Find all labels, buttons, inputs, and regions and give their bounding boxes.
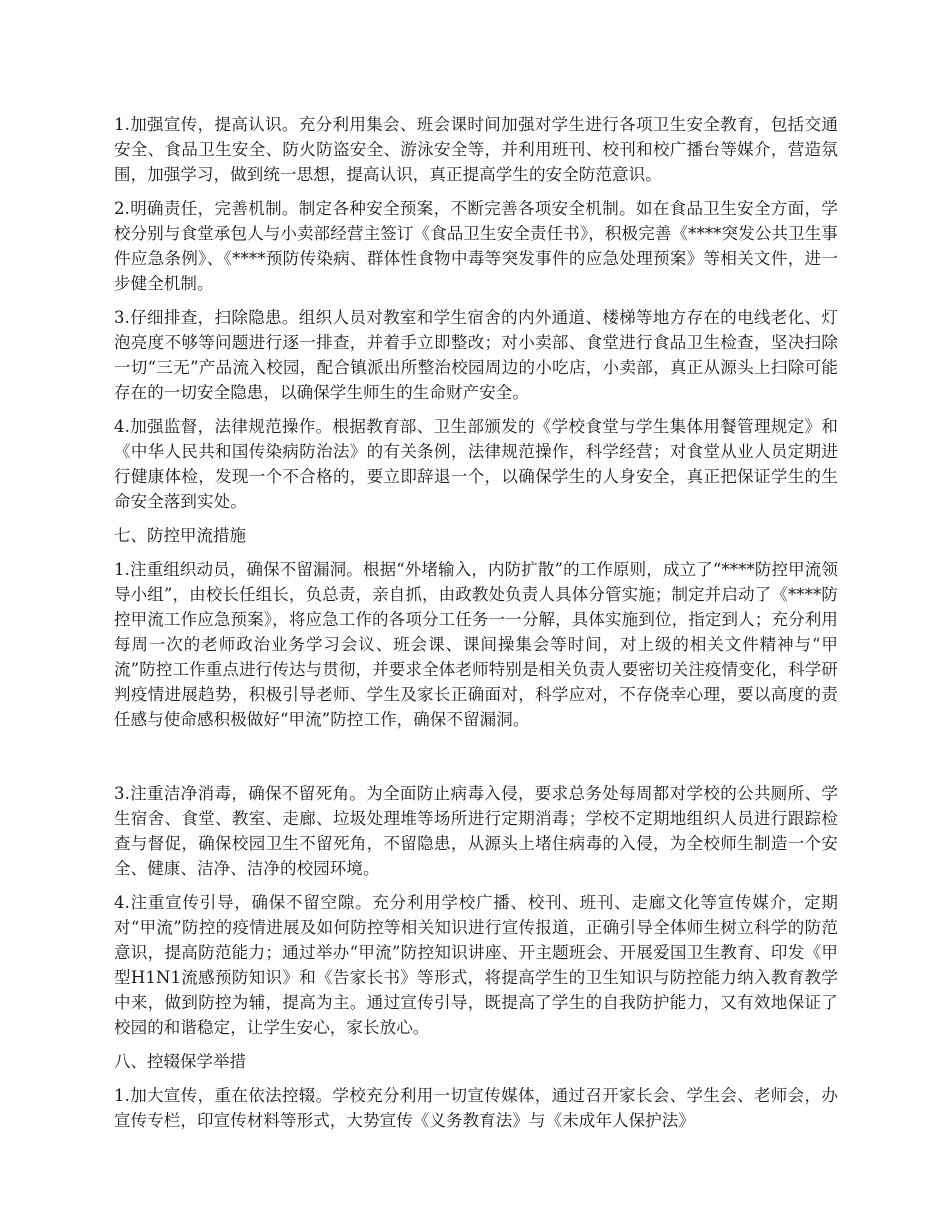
paragraph-inspection: 3.仔细排查，扫除隐患。组织人员对教室和学生宿舍的内外通道、楼梯等地方存在的电线老化、灯泡亮度不够等问题进行逐一排查，并着手立即整改；对小卖部、食堂进行食品卫生检查，坚决扫除一切“三无”产品流入校园，配合镇派出所整治校园周边的小吃店，小卖部，真正从源头上扫除可能存在的一切安全隐患，以确保学生师生的生命财产安全。 — [114, 308, 838, 402]
blank-gap — [114, 741, 838, 781]
paragraph-dropout-publicity: 1.加大宣传，重在依法控辍。学校充分利用一切宣传媒体，通过召开家长会、学生会、老师会，办宣传专栏，印宣传材料等形式，大势宣传《义务教育法》与《未成年人保护法》 — [114, 1086, 838, 1130]
paragraph-supervision: 4.加强监督，法律规范操作。根据教育部、卫生部颁发的《学校食堂与学生集体用餐管理规定》和《中华人民共和国传染病防治法》的有关条例，法律规范操作，科学经营；对食堂从业人员定期进行健康体检，发现一个不合格的，要立即辞退一个，以确保学生的人身安全，真正把保证学生的生命安全落到实处。 — [114, 417, 838, 511]
paragraph-disinfection: 3.注重洁净消毒，确保不留死角。为全面防止病毒入侵，要求总务处每周都对学校的公共厕所、学生宿舍、食堂、教室、走廊、垃圾处理堆等场所进行定期消毒；学校不定期地组织人员进行跟踪检查与督促，确保校园卫生不留死角，不留隐患，从源头上堵住病毒的入侵，为全校师生制造一个安全、健康、洁净、洁净的校园环境。 — [114, 784, 838, 878]
paragraph-education: 4.注重宣传引导，确保不留空隙。充分利用学校广播、校刊、班刊、走廊文化等宣传媒介，定期对“甲流”防控的疫情进展及如何防控等相关知识进行宣传报道，正确引导全体师生树立科学的防范意识，提高防范能力；通过举办“甲流”防控知识讲座、开主题班会、开展爱国卫生教育、印发《甲型H1N1流感预防知识》和《告家长书》等形式，将提高学生的卫生知识与防控能力纳入教育教学中来，做到防控为辅，提高为主。通过宣传引导，既提高了学生的自我防护能力，又有效地保证了校园的和谐稳定，让学生安心，家长放心。 — [114, 893, 838, 1037]
paragraph-publicity: 1.加强宣传，提高认识。充分利用集会、班会课时间加强对学生进行各项卫生安全教育，包括交通安全、食品卫生安全、防火防盗安全、游泳安全等，并利用班刊、校刊和校广播台等媒介，营造氛围，加强学习，做到统一思想，提高认识，真正提高学生的安全防范意识。 — [114, 115, 838, 184]
paragraph-responsibility: 2.明确责任，完善机制。制定各种安全预案，不断完善各项安全机制。如在食品卫生安全方面，学校分别与食堂承包人与小卖部经营主签订《食品卫生安全责任书》，积极完善《****突发公共卫生事件应急条例》、《****预防传染病、群体性食物中毒等突发事件的应急处理预案》等相关文件，进一步健全机制。 — [114, 199, 838, 293]
paragraph-organization: 1.注重组织动员，确保不留漏洞。根据“外堵输入，内防扩散”的工作原则，成立了“****防控甲流领导小组”，由校长任组长，负总责，亲自抓，由政教处负责人具体分管实施；制定并启动了《****防控甲流工作应急预案》，将应急工作的各项分工任务一一分解，具体实施到位，指定到人；充分利用每周一次的老师政治业务学习会议、班会课、课间操集会等时间，对上级的相关文件精神与“甲流”防控工作重点进行传达与贯彻，并要求全体老师特别是相关负责人要密切关注疫情变化，科学研判疫情进展趋势，积极引导老师、学生及家长正确面对，科学应对，不存侥幸心理，要以高度的责任感与使命感积极做好“甲流”防控工作，确保不留漏洞。 — [114, 560, 838, 729]
section-heading-flu-prevention: 七、防控甲流措施 — [114, 526, 246, 545]
section-heading-dropout-control: 八、控辍保学举措 — [114, 1052, 246, 1071]
document-body — [114, 112, 838, 1142]
